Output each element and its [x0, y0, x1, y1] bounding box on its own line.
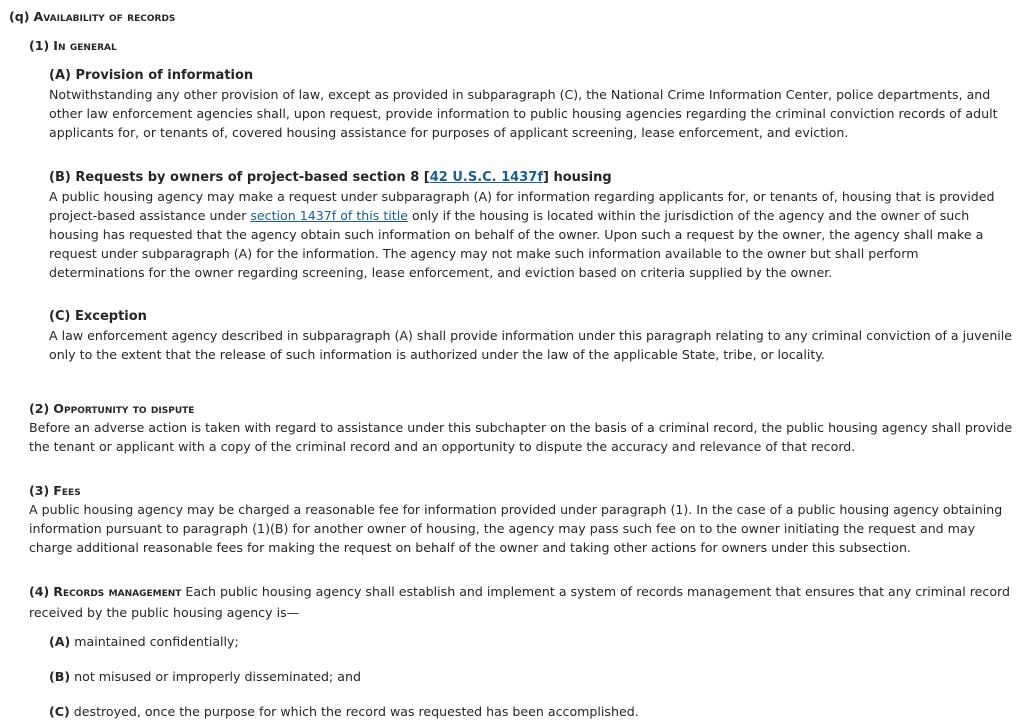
paragraph-1-label: (1) [29, 38, 50, 53]
subparagraph-1A-label: (A) [49, 68, 71, 83]
subparagraph-1A-title: Provision of information [75, 68, 254, 83]
subparagraph-1B-text [49, 187, 1014, 282]
subparagraph-1B-heading [49, 168, 1014, 187]
section-q-heading [9, 9, 175, 24]
paragraph-3 [29, 481, 1014, 557]
paragraph-4-text: Each public housing agency shall establish and implement a system of records management that ensures that any criminal record received by the public housing agency is— [29, 584, 1010, 620]
paragraph-1-heading [29, 38, 117, 53]
section-q-title: Availability of records [33, 9, 176, 24]
paragraph-1-title: In general [53, 38, 117, 53]
paragraph-4-item-C-text: destroyed, once the purpose for which the record was requested has been accomplished. [73, 704, 639, 719]
paragraph-4-item-A-text: maintained confidentially; [74, 634, 239, 649]
subparagraph-1B [49, 168, 1014, 282]
paragraph-3-label: (3) [29, 483, 50, 498]
paragraph-4-item-A-label: (A) [49, 634, 71, 649]
paragraph-4-title: Records management [53, 584, 182, 599]
paragraph-2 [29, 399, 1014, 456]
paragraph-4-item-B-label: (B) [49, 669, 71, 684]
subparagraph-1C-heading [49, 307, 1014, 326]
subparagraph-1C-text: A law enforcement agency described in subparagraph (A) shall provide information under this paragraph relating to any criminal conviction of a juvenile only to the extent that the release of such information is authorized under the law of the applicable State, tribe, or locality. [49, 328, 1013, 362]
paragraph-4-item-A [49, 632, 239, 651]
paragraph-3-text: A public housing agency may be charged a reasonable fee for information provided under paragraph (1). In the case of a public housing agency obtaining information pursuant to paragraph (1)(B) for another owner of housing, the agency may pass such fee on to the owner initiating the request and may charge additional reasonable fees for making the request on behalf of the owner and taking other actions for owners under this subsection. [29, 502, 1003, 555]
subparagraph-1B-text-part1: A public housing agency may make a request under subparagraph (A) for information regarding applicants for, or tenants of, housing that is provided project-based assistance under [49, 189, 995, 223]
subparagraph-1A-text: Notwithstanding any other provision of law, except as provided in subparagraph (C), the National Crime Information Center, police departments, and other law enforcement agencies shall, upon request, provide information to public housing agencies regarding the criminal conviction records of adult applicants for, or tenants of, covered housing assistance for purposes of applicant screening, lease enforcement, and eviction. [49, 87, 998, 140]
paragraph-4-item-B-text: not misused or improperly disseminated; and [74, 669, 361, 684]
subparagraph-1C-title: Exception [74, 309, 147, 324]
paragraph-4-item-C-label: (C) [49, 704, 70, 719]
paragraph-4-item-C [49, 702, 639, 721]
section-1437f-link[interactable]: section 1437f of this title [250, 208, 408, 223]
subparagraph-1C-label: (C) [49, 309, 71, 324]
paragraph-3-title: Fees [53, 483, 81, 498]
subparagraph-1C [49, 307, 1014, 364]
paragraph-4-item-B [49, 667, 361, 686]
section-q-label: (q) [9, 9, 30, 24]
subparagraph-1B-title-post: ] housing [542, 170, 612, 185]
subparagraph-1B-label: (B) [49, 170, 71, 185]
subparagraph-1B-title-pre: Requests by owners of project-based section 8 [ [75, 170, 430, 185]
usc-1437f-citation-link[interactable]: 42 U.S.C. 1437f [429, 170, 543, 185]
paragraph-2-label: (2) [29, 401, 50, 416]
subparagraph-1A-heading [49, 66, 1014, 85]
paragraph-2-heading [29, 399, 1014, 418]
paragraph-2-title: Opportunity to dispute [53, 401, 195, 416]
subparagraph-1B-text-part2: only if the housing is located within the jurisdiction of the agency and the owner of such housing has requested that the agency obtain such information on behalf of the owner. Upon such a request by the owner, the agency shall make a request under subparagraph (A) for the information. The agency may not make such information available to the owner but shall perform determinations for the owner regarding screening, lease enforcement, and eviction based on criteria supplied by the owner. [49, 208, 984, 280]
paragraph-4-label: (4) [29, 584, 50, 599]
subparagraph-1A [49, 66, 1014, 142]
paragraph-2-text: Before an adverse action is taken with regard to assistance under this subchapter on the basis of a criminal record, the public housing agency shall provide the tenant or applicant with a copy of the criminal record and an opportunity to dispute the accuracy and relevance of that record. [29, 420, 1013, 454]
paragraph-4 [29, 581, 1014, 623]
paragraph-3-heading [29, 481, 1014, 500]
